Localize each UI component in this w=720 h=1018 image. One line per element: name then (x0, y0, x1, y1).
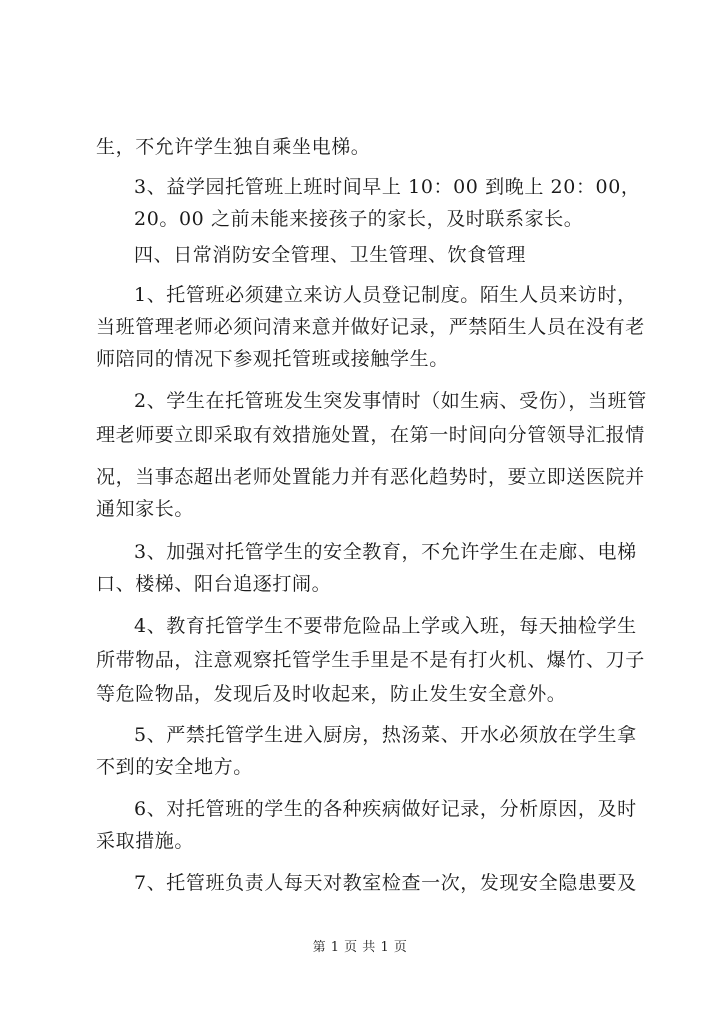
text-line: 生，不允许学生独自乘坐电梯。 (96, 136, 371, 158)
text-line: 理老师要立即采取有效措施处置，在第一时间向分管领导汇报情 (96, 424, 645, 446)
section-heading: 四、日常消防安全管理、卫生管理、饮食管理 (134, 244, 527, 266)
text-line: 所带物品，注意观察托管学生手里是不是有打火机、爆竹、刀子 (96, 649, 645, 671)
text-line: 当班管理老师必须问清来意并做好记录，严禁陌生人员在没有老 (96, 316, 645, 338)
text-line: 4、教育托管学生不要带危险品上学或入班，每天抽检学生 (134, 615, 637, 637)
text-line: 20。00 之前未能来接孩子的家长，及时联系家长。 (134, 208, 584, 230)
text-line: 6、对托管班的学生的各种疾病做好记录，分析原因，及时 (134, 798, 637, 820)
page-footer: 第 1 页 共 1 页 (312, 940, 408, 955)
text-line: 口、楼梯、阳台追逐打闹。 (96, 573, 332, 595)
text-line: 3、加强对托管学生的安全教育，不允许学生在走廊、电梯 (134, 541, 637, 563)
text-line: 2、学生在托管班发生突发事情时（如生病、受伤），当班管 (134, 390, 647, 412)
text-line: 1、托管班必须建立来访人员登记制度。陌生人员来访时， (134, 284, 637, 306)
text-line: 等危险物品，发现后及时收起来，防止发生安全意外。 (96, 683, 567, 705)
text-line: 采取措施。 (96, 830, 195, 852)
text-line: 师陪同的情况下参观托管班或接触学生。 (96, 348, 449, 370)
text-line: 3、益学园托管班上班时间早上 10：00 到晚上 20：00， (134, 176, 641, 198)
text-line: 通知家长。 (96, 498, 195, 520)
text-line: 7、托管班负责人每天对教室检查一次，发现安全隐患要及 (134, 872, 637, 894)
text-line: 况，当事态超出老师处置能力并有恶化趋势时，要立即送医院并 (96, 466, 645, 488)
text-line: 5、严禁托管学生进入厨房，热汤菜、开水必须放在学生拿 (134, 724, 637, 746)
text-line: 不到的安全地方。 (96, 756, 253, 778)
